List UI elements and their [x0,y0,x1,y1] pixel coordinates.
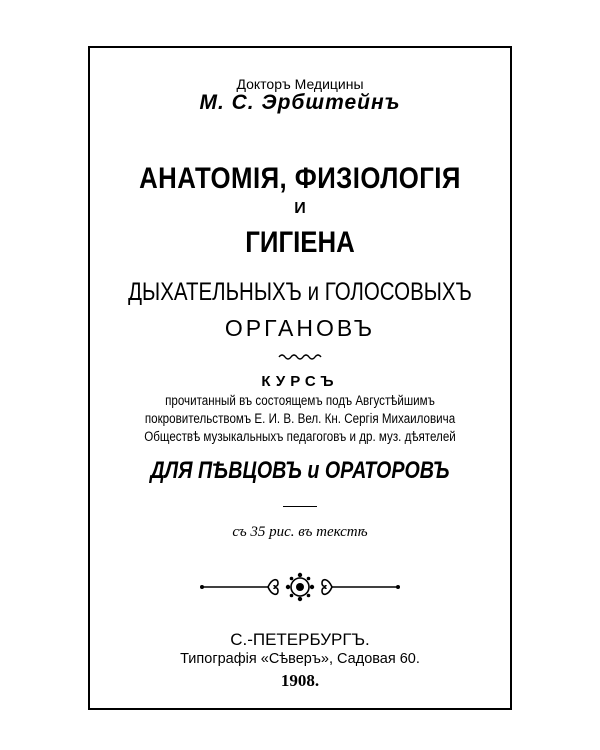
title-line-1: АНАТОМІЯ, ФИЗІОЛОГІЯ [139,162,461,195]
floral-ornament-icon [198,570,402,604]
title-conjunction: И [294,200,306,217]
title-line-3: ДЫХАТЕЛЬНЫХЪ и ГОЛОСОВЫХЪ [128,278,472,306]
audience-heading: ДЛЯ ПѢВЦОВЪ и ОРАТОРОВЪ [150,457,450,484]
title-line-4: ОРГАНОВЪ [224,315,376,341]
course-label: КУРСЪ [261,373,339,390]
short-divider [283,506,317,507]
course-description-line-3: Обществѣ музыкальныхъ педагоговъ и др. муз. дѣятелей [144,429,456,444]
wavy-divider [278,352,322,362]
illustrations-note: съ 35 рис. въ текстѣ [232,524,368,540]
course-description-line-2: покровительствомъ Е. И. В. Вел. Кн. Сергія Михаиловича [144,411,456,426]
author-credential: Докторъ Медицины [236,76,364,92]
author-name: М. С. Эрбштейнъ [199,91,401,114]
course-description-line-1: прочитанный въ состоящемъ подъ Августѣйшимъ [165,393,435,408]
imprint-printer: Типографія «Сѣверъ», Садовая 60. [180,651,420,667]
imprint-city: С.-ПЕТЕРБУРГЪ. [230,630,370,649]
title-line-2: ГИГІЕНА [245,226,355,259]
imprint-year: 1908. [280,671,320,690]
